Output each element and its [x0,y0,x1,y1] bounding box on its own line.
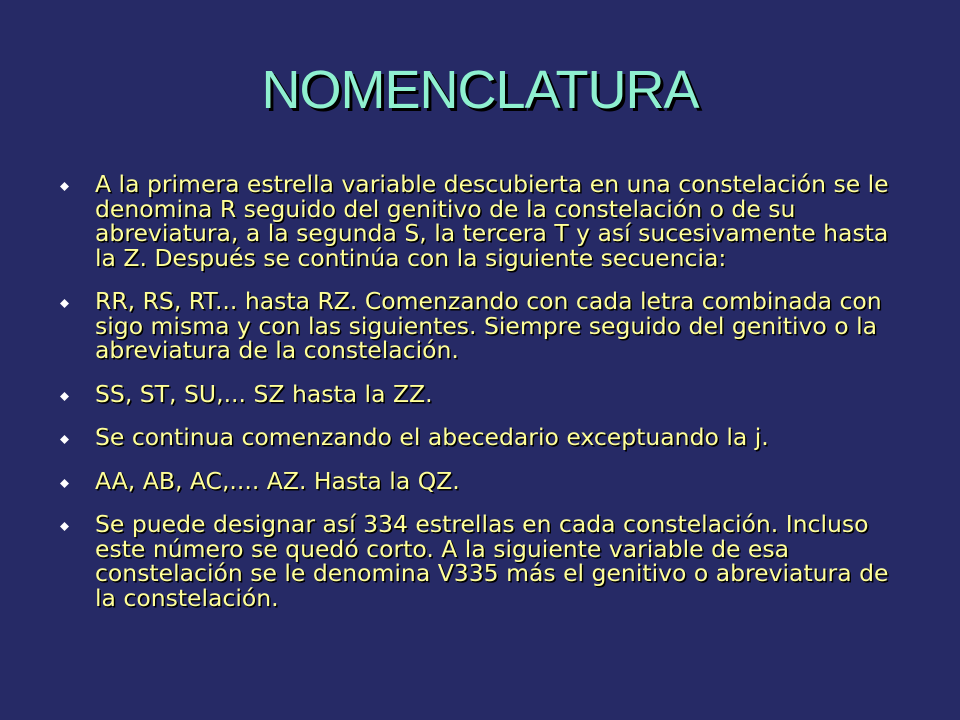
bullet-text: Se puede designar así 334 estrellas en cada constelación. Incluso este número se quedó corto. A la siguiente variable de esa constelación se le denomina V335 más el genitivo o abreviatura de la constelación. [95,510,889,612]
bullet-item [56,512,906,610]
bullet-text: A la primera estrella variable descubierta en una constelación se le denomina R seguido del genitivo de la constelación o de su abreviatura, a la segunda S, la tercera T y así sucesivamente hasta la Z. Después se continúa con la siguiente secuencia: [95,170,889,272]
bullet-text: RR, RS, RT... hasta RZ. Comenzando con cada letra combinada con sigo misma y con las siguientes. Siempre seguido del genitivo o la abreviatura de la constelación. [95,287,882,364]
bullet-text: Se continua comenzando el abecedario exceptuando la j. [95,423,769,451]
diamond-bullet-icon [60,479,69,488]
diamond-bullet-icon [60,182,69,191]
bullet-list [56,172,906,629]
bullet-item [56,289,906,363]
bullet-text: AA, AB, AC,.... AZ. Hasta la QZ. [95,466,460,495]
diamond-bullet-icon [60,299,69,308]
bullet-item [56,466,906,495]
diamond-bullet-icon [60,435,69,444]
slide-title: NOMENCLATURA [261,60,699,120]
diamond-bullet-icon [60,392,69,401]
bullet-item [56,379,906,408]
bullet-text: SS, ST, SU,... SZ hasta la ZZ. [95,379,433,408]
bullet-item [56,172,906,270]
bullet-item [56,425,906,450]
diamond-bullet-icon [60,522,69,531]
